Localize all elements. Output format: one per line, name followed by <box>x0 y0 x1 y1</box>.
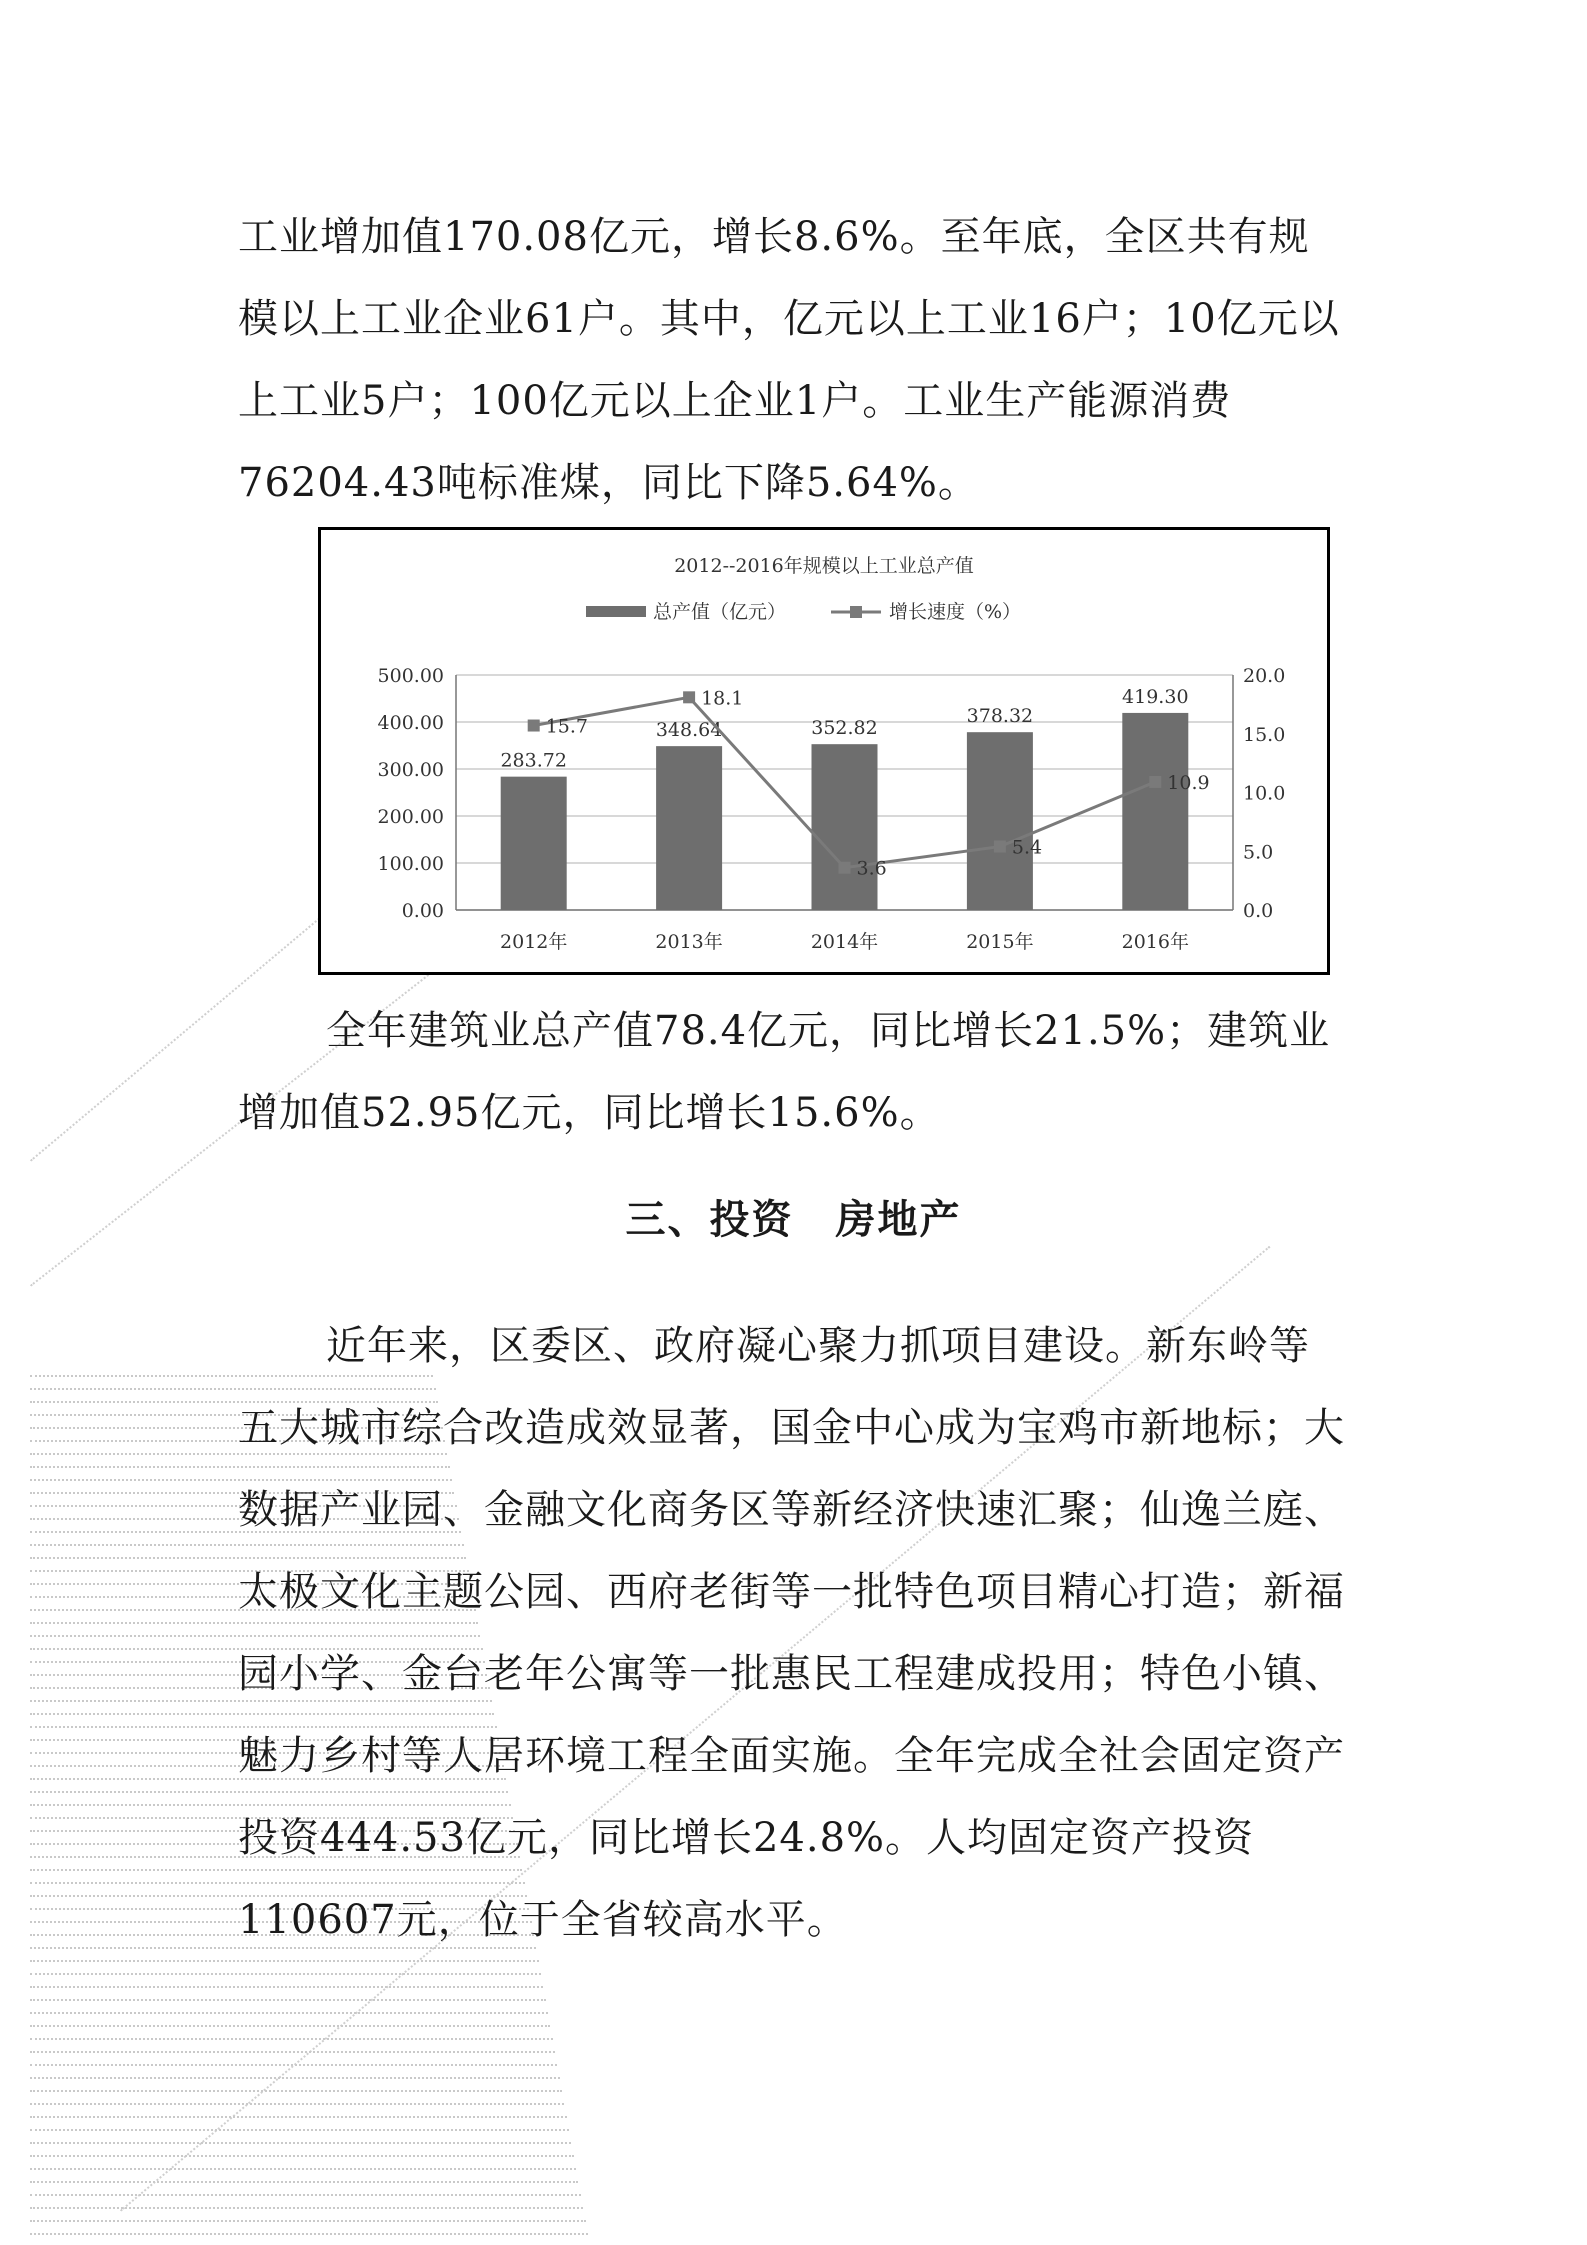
bar <box>656 746 722 910</box>
line-data-label: 10.9 <box>1167 771 1210 794</box>
industrial-output-chart <box>321 530 1327 972</box>
bar <box>1122 713 1188 910</box>
y-left-tick-label: 200.00 <box>377 806 444 828</box>
y-left-tick-label: 400.00 <box>377 712 444 734</box>
line-point <box>994 841 1006 853</box>
y-left-tick-label: 0.00 <box>401 900 444 922</box>
section-heading: 三、投资 房地产 <box>625 1196 962 1243</box>
chart-frame <box>318 527 1330 975</box>
line-data-label: 15.7 <box>545 715 589 738</box>
line-data-label: 3.6 <box>856 857 887 880</box>
line-point <box>528 720 540 732</box>
chart-title: 2012--2016年规模以上工业总产值 <box>674 555 974 577</box>
paragraph-industry: 工业增加值170.08亿元，增长8.6%。至年底，全区共有规模以上工业企业61户。其中，亿元以上工业16户；10亿元以上工业5户；100亿元以上企业1户。工业生产能源消费76204.43吨标准煤，同比下降5.64%。 <box>238 214 1340 506</box>
bar-data-label: 348.64 <box>655 719 723 742</box>
y-right-tick-label: 0.0 <box>1243 900 1274 922</box>
y-left-tick-label: 300.00 <box>377 759 444 781</box>
y-left-tick-label: 100.00 <box>377 853 444 875</box>
x-tick-label: 2013年 <box>655 931 723 953</box>
x-tick-label: 2016年 <box>1121 931 1189 953</box>
legend-line-label: 增长速度（%） <box>889 601 1022 623</box>
y-left-tick-label: 500.00 <box>377 665 444 687</box>
bar-data-label: 352.82 <box>811 717 878 740</box>
bar-data-label: 419.30 <box>1122 685 1189 708</box>
bar <box>812 744 878 910</box>
y-right-tick-label: 5.0 <box>1243 841 1274 864</box>
bar <box>501 777 567 910</box>
line-data-label: 18.1 <box>701 687 744 710</box>
legend-bar-label: 总产值（亿元） <box>653 601 787 623</box>
x-tick-label: 2015年 <box>966 931 1034 953</box>
line-point <box>1149 776 1161 788</box>
y-right-tick-label: 15.0 <box>1243 723 1286 746</box>
line-point <box>683 691 695 703</box>
paragraph-construction: 全年建筑业总产值78.4亿元，同比增长21.5%；建筑业增加值52.95亿元，同比增长15.6%。 <box>238 1008 1331 1136</box>
bar <box>967 732 1033 910</box>
legend-bar-swatch <box>586 606 646 617</box>
line-data-label: 5.4 <box>1011 836 1043 859</box>
legend-line-marker <box>850 606 862 618</box>
paragraph-investment: 近年来，区委区、政府凝心聚力抓项目建设。新东岭等五大城市综合改造成效显著，国金中心成为宝鸡市新地标；大数据产业园、金融文化商务区等新经济快速汇聚；仙逸兰庭、太极文化主题公园、西府老街等一批特色项目精心打造；新福园小学、金台老年公寓等一批惠民工程建成投用；特色小镇、魅力乡村等人居环境工程全面实施。全年完成全社会固定资产投资444.53亿元，同比增长24.8%。人均固定资产投资110607元，位于全省较高水平。 <box>238 1323 1345 1943</box>
bar-data-label: 283.72 <box>500 749 567 772</box>
bar-data-label: 378.32 <box>966 705 1034 728</box>
line-point <box>839 862 851 874</box>
y-right-tick-label: 10.0 <box>1243 782 1286 805</box>
x-tick-label: 2012年 <box>500 931 568 953</box>
x-tick-label: 2014年 <box>810 931 879 953</box>
y-right-tick-label: 20.0 <box>1243 665 1286 687</box>
